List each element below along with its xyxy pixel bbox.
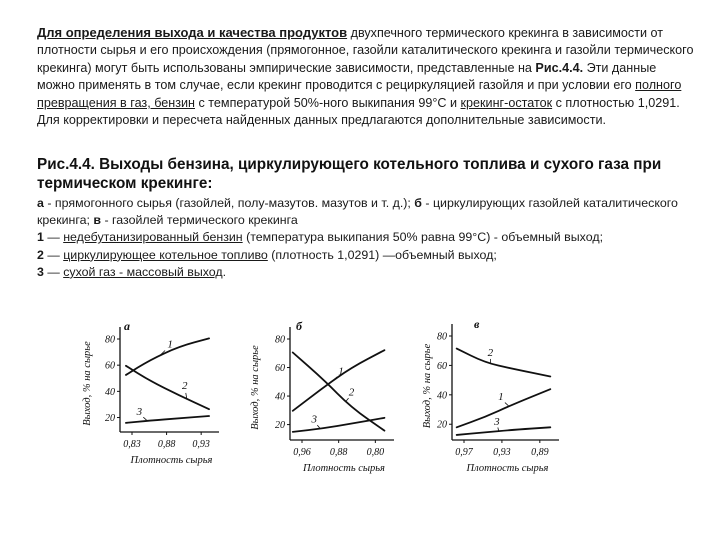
- y-tick-label: 20: [275, 420, 285, 432]
- x-axis-label: Плотность сырья: [466, 463, 549, 474]
- intro-underline-1: полного превращения в газ, бензин: [37, 78, 682, 110]
- legend-c-key: в: [93, 213, 102, 228]
- x-tick-label: 0,96: [293, 447, 311, 458]
- series-1-leader: [505, 403, 509, 407]
- x-tick-label: 0,83: [123, 439, 141, 450]
- series-2-label: 2: [348, 386, 355, 399]
- legend-a-text: - прямогонного сырья (газойлей, полу-мазутов. мазутов и т. д.);: [43, 196, 415, 210]
- series-2-label: 2: [182, 379, 188, 392]
- legend-item-3-key: 3: [37, 264, 44, 279]
- panel-label: б: [296, 319, 302, 333]
- series-3-label: 3: [311, 413, 318, 426]
- legend-b-key: б: [414, 196, 422, 210]
- legend-item-1-term: недебутанизированный бензин: [63, 230, 243, 245]
- legend-c-text: - газойлей термического крекинга: [101, 213, 298, 228]
- y-tick-label: 80: [105, 334, 115, 346]
- x-tick-label: 0,89: [531, 447, 549, 458]
- y-axis-label: Выход, % на сырье: [250, 345, 261, 430]
- series-3-label: 3: [136, 405, 143, 418]
- y-tick-label: 40: [105, 386, 115, 398]
- series-2-line: [457, 346, 551, 377]
- series-2-line: [293, 353, 385, 431]
- series-1-label: 1: [498, 391, 504, 404]
- intro-lead: Для определения выхода и качества продуктов: [37, 25, 348, 40]
- x-tick-label: 0,97: [455, 447, 473, 458]
- legend-item-2-desc: (плотность 1,0291) —объемный выход;: [267, 247, 497, 262]
- legend-item-1-desc: (температура выкипания 50% равна 99°С) - объемный выход;: [242, 230, 604, 245]
- y-axis-label: Выход, % на сырье: [82, 341, 93, 426]
- legend-item-3-term: сухой газ - массовый выход: [63, 264, 223, 279]
- legend-item-3-sep: —: [43, 264, 64, 279]
- x-tick-label: 0,88: [329, 447, 348, 458]
- x-tick-label: 0,93: [192, 439, 210, 450]
- legend-item-1-key: 1: [37, 230, 44, 245]
- legend-a-key: а: [37, 196, 44, 210]
- legend-item-2-key: 2: [37, 247, 44, 262]
- y-tick-label: 40: [437, 390, 447, 402]
- y-tick-label: 80: [437, 331, 447, 343]
- series-3-line: [457, 427, 551, 435]
- y-axis-label: Выход, % на сырье: [422, 343, 433, 429]
- intro-text-3: с температурой 50%-ного выкипания 99°С и: [195, 95, 461, 110]
- y-tick-label: 80: [275, 334, 285, 346]
- intro-text-4: с плотностью 1,0291. Для корректировки и пересчета найденных данных предлагаются дополнительные зависимости.: [37, 95, 680, 128]
- series-1-label: 1: [167, 338, 173, 351]
- figure-title: Рис.4.4. Выходы бензина, циркулирующего котельного топлива и сухого газа при термическом крекинге:: [37, 156, 662, 192]
- panel-label: в: [474, 317, 480, 331]
- y-tick-label: 60: [105, 360, 115, 372]
- series-1-line: [293, 350, 385, 411]
- x-tick-label: 0,88: [157, 439, 176, 450]
- series-2-label: 2: [487, 346, 494, 359]
- intro-text-1: двухпечного термического крекинга в зависимости от плотности сырья и его происхождения (прямогонное, газойли каталитического крекинга и газойли термического крекинга) могут быть использованы эмпирические зависимости, представленные на: [37, 26, 694, 75]
- y-tick-label: 40: [275, 391, 285, 403]
- panel-label: а: [124, 319, 130, 333]
- intro-fig-ref: Рис.4.4.: [535, 60, 584, 75]
- legend-b-text: - циркулирующих газойлей каталитического крекинга;: [37, 196, 678, 228]
- y-tick-label: 60: [275, 363, 285, 375]
- x-tick-label: 0,93: [493, 447, 511, 458]
- series-2-line: [126, 366, 209, 409]
- series-3-label: 3: [494, 416, 500, 429]
- y-tick-label: 20: [105, 413, 115, 425]
- series-1-label: 1: [338, 365, 344, 378]
- x-tick-label: 0,80: [366, 447, 385, 458]
- intro-text-2: Эти данные можно применять в том случае, если крекинг проводится с рециркуляцией газойля и при условии его: [37, 60, 657, 93]
- legend-item-1-sep: —: [43, 230, 64, 245]
- x-axis-label: Плотность сырья: [130, 455, 213, 466]
- intro-underline-2: крекинг-остаток: [460, 95, 553, 110]
- y-tick-label: 20: [437, 419, 447, 431]
- legend-item-2-term: циркулирующее котельное топливо: [63, 247, 268, 262]
- series-3-line: [293, 418, 385, 432]
- x-axis-label: Плотность сырья: [303, 463, 385, 474]
- legend-item-2-sep: —: [43, 247, 64, 262]
- y-tick-label: 60: [437, 360, 447, 372]
- legend-item-3-desc: .: [222, 264, 227, 279]
